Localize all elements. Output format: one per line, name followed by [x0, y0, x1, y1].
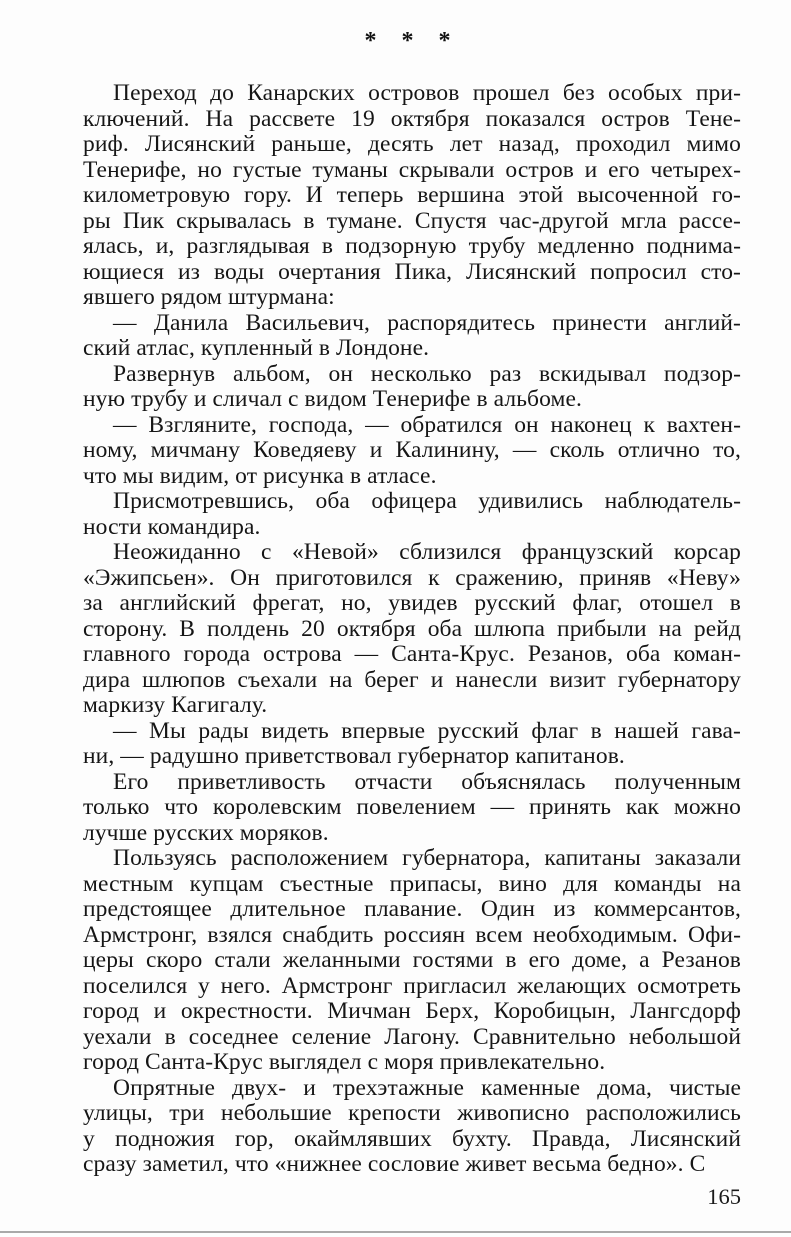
text-line: маркизу Кагигалу.: [83, 692, 268, 718]
text-line: Пользуясь расположением губернатора, капитаны заказали: [113, 845, 741, 871]
text-line: Его приветливость отчасти объяснялась полученным: [113, 768, 741, 795]
text-line: Развернув альбом, он несколько раз вскидывал подзор-: [113, 360, 741, 387]
text-line: ключений. На рассвете 19 октября показался остров Тене-: [83, 105, 741, 132]
text-line: ности командира.: [83, 513, 261, 540]
text-line: что мы видим, от рисунка в атласе.: [83, 462, 437, 489]
text-line: ры Пик скрывалась в тумане. Спустя час-другой мгла рассе-: [83, 207, 741, 234]
paragraph: [83, 311, 741, 362]
paragraph: [83, 413, 741, 490]
paragraph: [83, 81, 741, 311]
text-line: город и окрестности. Мичман Берх, Коробицын, Лангсдорф: [83, 998, 741, 1024]
text-line: поселился у него. Армстронг пригласил желающих осмотреть: [83, 972, 741, 999]
text-line: ному, мичману Коведяеву и Калинину, — сколь отлично то,: [83, 437, 741, 463]
text-line: Присмотревшись, оба офицера удивились наблюдатель-: [113, 488, 741, 514]
text-line: главного города острова — Санта-Крус. Резанов, оба коман-: [83, 641, 741, 667]
paragraph: [83, 846, 741, 1076]
text-line: уехали в соседнее селение Лагону. Сравнительно небольшой: [83, 1023, 741, 1050]
text-line: Опрятные двух- и трехэтажные каменные дома, чистые: [113, 1074, 741, 1101]
text-line: местным купцам съестные припасы, вино для команды на: [83, 870, 741, 897]
paragraph: [83, 770, 741, 847]
text-line: сразу заметил, что «нижнее сословие живет весьма бедно». С: [83, 1151, 706, 1177]
text-line: Армстронг, взялся снабдить россиян всем необходимым. Офи-: [83, 921, 741, 948]
text-line: ский атлас, купленный в Лондоне.: [83, 335, 430, 361]
paragraph: [83, 540, 741, 719]
text-line: «Эжипсьен». Он приготовился к сражению, приняв «Неву»: [83, 564, 741, 591]
text-line: ную трубу и сличал с видом Тенерифе в альбоме.: [83, 386, 582, 412]
text-line: ялась, и, разглядывая в подзорную трубу медленно поднима-: [83, 233, 741, 259]
section-divider: * * *: [364, 28, 460, 54]
paragraph: [83, 489, 741, 540]
text-line: предстоящее длительное плавание. Один из коммерсантов,: [83, 896, 741, 922]
text-line: город Санта-Крус выглядел с моря привлекательно.: [83, 1049, 606, 1075]
text-line: Тенерифе, но густые туманы скрывали остров и его четырех-: [83, 156, 741, 183]
paragraph: [83, 719, 741, 770]
text-line: Неожиданно с «Невой» сблизился французский корсар: [113, 539, 741, 565]
text-line: километровую гору. И теперь вершина этой высоченной го-: [83, 182, 741, 208]
text-line: лучше русских моряков.: [83, 819, 329, 846]
text-line: — Мы рады видеть впервые русский флаг в нашей гава-: [113, 717, 741, 744]
text-line: — Данила Васильевич, распорядитесь принести англий-: [113, 309, 741, 336]
text-line: ющиеся из воды очертания Пика, Лисянский попросил сто-: [83, 258, 741, 285]
text-line: явшего рядом штурмана:: [83, 284, 335, 310]
text-line: риф. Лисянский раньше, десять лет назад, проходил мимо: [83, 131, 741, 157]
scan-edge-line: [0, 1231, 791, 1233]
text-line: у подножия гор, окаймлявших бухту. Правда, Лисянский: [83, 1125, 741, 1152]
text-line: только что королевским повелением — принять как можно: [83, 794, 741, 820]
text-line: улицы, три небольшие крепости живописно расположились: [83, 1100, 741, 1126]
text-line: — Взгляните, господа, — обратился он наконец к вахтен-: [113, 411, 741, 438]
page-number: 165: [707, 1184, 741, 1209]
text-line: сторону. В полдень 20 октября оба шлюпа прибыли на рейд: [83, 615, 741, 642]
text-line: ни, — радушно приветствовал губернатор капитанов.: [83, 743, 625, 769]
text-line: за английский фрегат, но, увидев русский флаг, отошел в: [83, 590, 741, 616]
paragraph: [83, 362, 741, 413]
text-line: дира шлюпов съехали на берег и нанесли визит губернатору: [83, 666, 741, 693]
text-line: Переход до Канарских островов прошел без особых при-: [113, 80, 741, 106]
paragraph: [83, 1076, 741, 1178]
text-line: церы скоро стали желанными гостями в его доме, а Резанов: [83, 947, 741, 973]
text-block: [83, 81, 741, 1178]
